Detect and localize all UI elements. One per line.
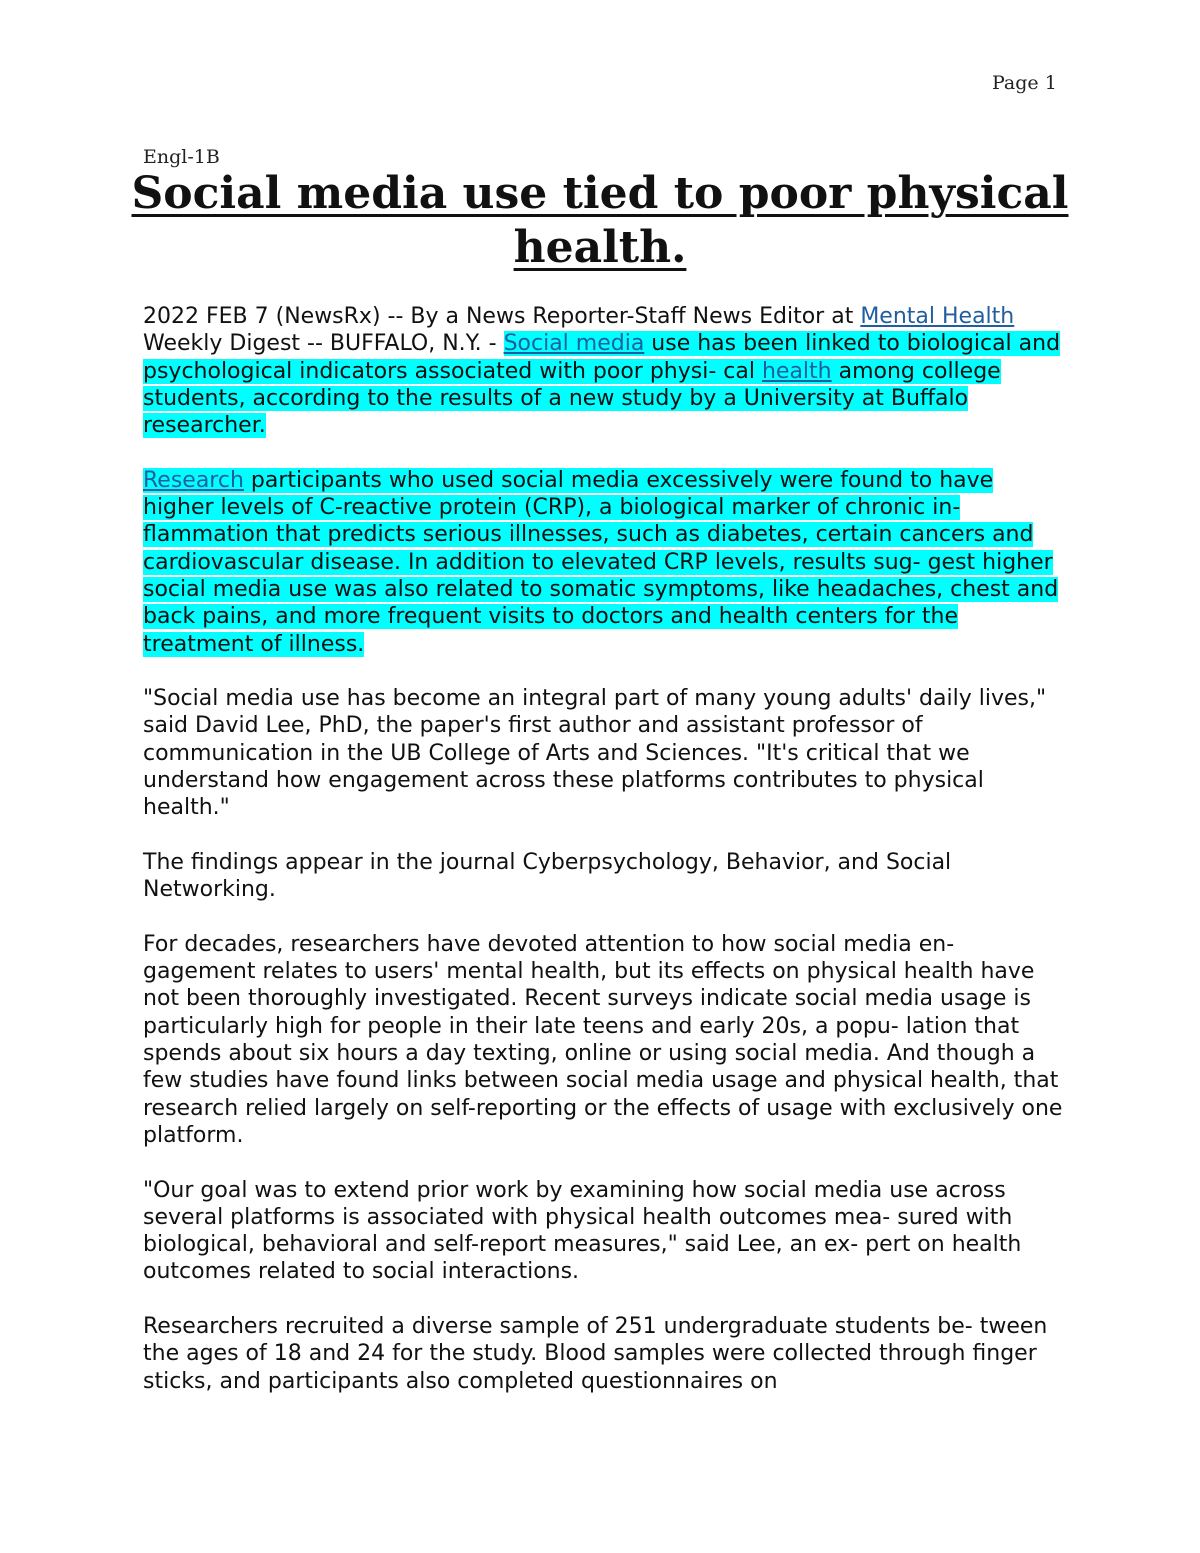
paragraph-3: "Social media use has become an integral part of many young adults' daily lives," said David Lee, PhD, the paper's first author and assistant professor of communication in the UB College of Arts and Sciences. "It's critical that we understand how engagement across these platforms contributes to physical health."	[143, 686, 1047, 821]
p1-text-a: 2022 FEB 7 (NewsRx) -- By a News Reporter-Staff News Editor at	[143, 304, 861, 329]
paragraph-4: The findings appear in the journal Cyberpsychology, Behavior, and Social Networking.	[143, 849, 952, 903]
paragraph-7: Researchers recruited a diverse sample of 251 undergraduate students be- tween the ages of 18 and 24 for the study. Blood samples were collected through finger sticks, and participants also completed questionnaires on	[143, 1313, 1048, 1394]
page-number: Page 1	[992, 72, 1057, 94]
link-health[interactable]: health	[761, 358, 832, 384]
p1-text-c: use has been linked to biological and psychological indicators associated with poor physi- cal	[143, 331, 1061, 384]
paragraph-5: For decades, researchers have devoted attention to how social media en- gagement relates to users' mental health, but its effects on physical health have not been thoroughly investigated. Recent surveys indicate social media usage is particularly high for people in their late teens and early 20s, a popu- lation that spends about six hours a day texting, online or using social media. And though a few studies have found links between social media usage and physical health, that research relied largely on self-reporting or the effects of usage with exclusively one platform.	[143, 931, 1063, 1148]
p1-text-d: among college students, according to the results of a new study by a University at Buffalo researcher.	[143, 358, 1001, 439]
link-research[interactable]: Research	[143, 467, 244, 493]
link-mental-health[interactable]: Mental Health	[860, 304, 1015, 329]
course-label: Engl-1B	[143, 146, 220, 168]
paragraph-6: "Our goal was to extend prior work by examining how social media use across several platforms is associated with physical health outcomes mea- sured with biological, behavioral and self-report measures," said Lee, an ex- pert on health outcomes related to social interactions.	[143, 1177, 1022, 1285]
p2-text-a: participants who used social media excessively were found to have higher levels of C-reactive protein (CRP), a biological marker of chronic in- flammation that predicts serious illnesses, such as diabetes, certain cancers and cardiovascular disease.	[143, 467, 1034, 575]
article-title: Social media use tied to poor physical health.	[131, 168, 1069, 273]
article-body	[143, 303, 1068, 1422]
p1-text-b: Weekly Digest -- BUFFALO, N.Y. -	[143, 331, 504, 357]
paragraph-1	[143, 303, 1068, 439]
paragraph-2	[143, 467, 1068, 658]
link-social-media[interactable]: Social media	[503, 331, 645, 357]
p2-text-b: In addition to elevated CRP levels, results sug- gest higher social media use was also related to somatic symptoms, like headaches, chest and back pains, and more frequent visits to doctors and health centers for the treatment of illness.	[143, 549, 1059, 657]
